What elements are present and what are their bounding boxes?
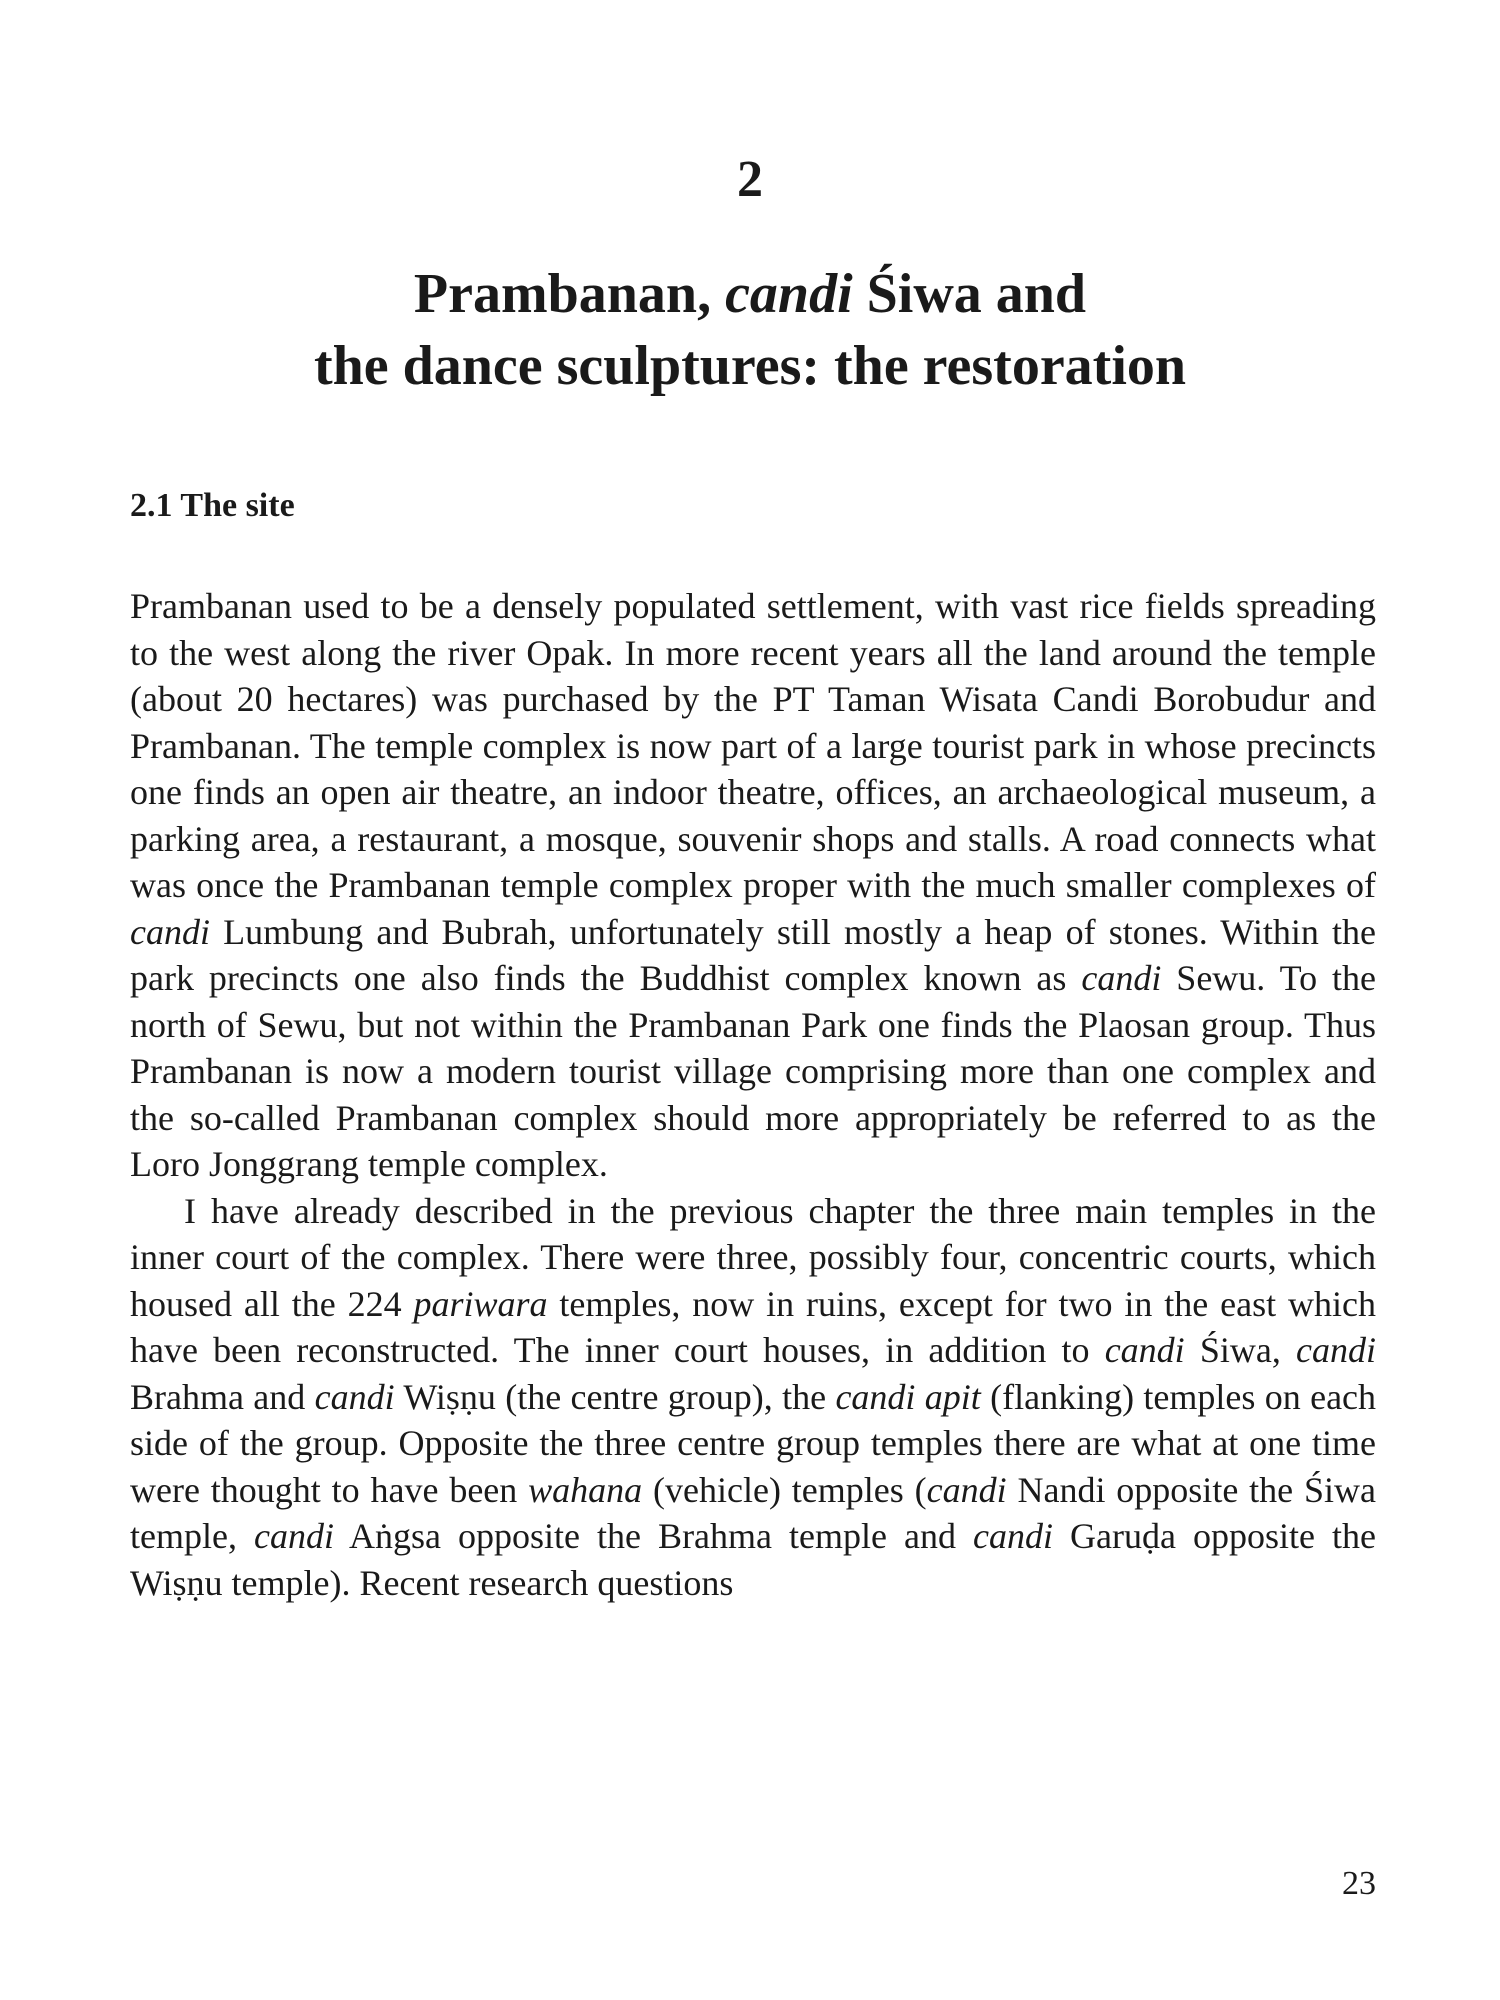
italic-term: candi xyxy=(973,1516,1054,1556)
text-run: Garuḍa opposite the Wiṣṇu temple). Recent research questions xyxy=(130,1516,1377,1603)
italic-term: candi apit xyxy=(835,1376,981,1417)
text-run: (vehicle) temples ( xyxy=(642,1469,927,1510)
chapter-title-line-1 xyxy=(150,258,1350,330)
text-run: Sewu. To the north of Sewu, but not within the Prambanan Park one finds the Plaosan group. Thus Prambanan is now a modern tourist village comprising more than one complex and the so-called Prambanan complex should more appropriately be referred to as the Loro Jonggrang temple complex. xyxy=(130,958,1377,1184)
italic-term: candi xyxy=(1296,1330,1376,1370)
paragraph-1 xyxy=(130,583,1376,1188)
text-run: Brahma and xyxy=(130,1376,315,1417)
title-italic-term: candi xyxy=(725,263,853,325)
italic-term: candi xyxy=(1081,958,1162,998)
italic-term: wahana xyxy=(528,1469,643,1510)
text-run: Wiṣṇu (the centre group), the xyxy=(394,1376,836,1417)
body-text xyxy=(130,583,1376,1606)
text-run: (flanking) temples on each side of the group. Opposite the three centre group temples there are what at one time were thought to have been xyxy=(130,1376,1377,1510)
italic-term: candi xyxy=(130,911,210,952)
text-run: temples, now in ruins, except for two in the east which have been reconstructed. The inner court houses, in addition to xyxy=(130,1283,1376,1370)
text-run: Śiwa, xyxy=(1184,1330,1297,1370)
paragraph-2 xyxy=(130,1188,1376,1607)
italic-term: candi xyxy=(926,1469,1007,1510)
text-run: Aṅgsa opposite the Brahma temple and xyxy=(333,1516,974,1556)
chapter-title xyxy=(150,258,1350,402)
text-run: Nandi opposite the Śiwa temple, xyxy=(130,1469,1376,1556)
text-run: Lumbung and Bubrah, unfortunately still mostly a heap of stones. Within the park precincts one also finds the Buddhist complex known as xyxy=(130,911,1376,998)
italic-term: candi xyxy=(314,1376,395,1417)
italic-term: candi xyxy=(1104,1330,1185,1370)
italic-term: candi xyxy=(254,1516,334,1556)
title-text: Śiwa and xyxy=(852,263,1087,325)
text-run: I have already described in the previous chapter the three main temples in the inner court of the complex. There were three, possibly four, concentric courts, which housed all the 224 xyxy=(130,1190,1376,1324)
text-run: Prambanan used to be a densely populated settlement, with vast rice fields spreading to the west along the river Opak. In more recent years all the land around the temple (about 20 hectares) was purchased by the PT Taman Wisata Candi Borobudur and Prambanan. The temple complex is now part of a large tourist park in whose precincts one finds an open air theatre, an indoor theatre, offices, an archaeological museum, a parking area, a restaurant, a mosque, souvenir shops and stalls. A road connects what was once the Prambanan temple complex proper with the much smaller complexes of xyxy=(130,586,1376,905)
chapter-number: 2 xyxy=(737,151,763,208)
page-number: 23 xyxy=(1342,1865,1376,1902)
chapter-title-line-2: the dance sculptures: the restoration xyxy=(313,335,1187,397)
section-heading: 2.1 The site xyxy=(130,487,295,524)
italic-term: pariwara xyxy=(413,1283,548,1324)
title-text: Prambanan, xyxy=(413,263,726,325)
